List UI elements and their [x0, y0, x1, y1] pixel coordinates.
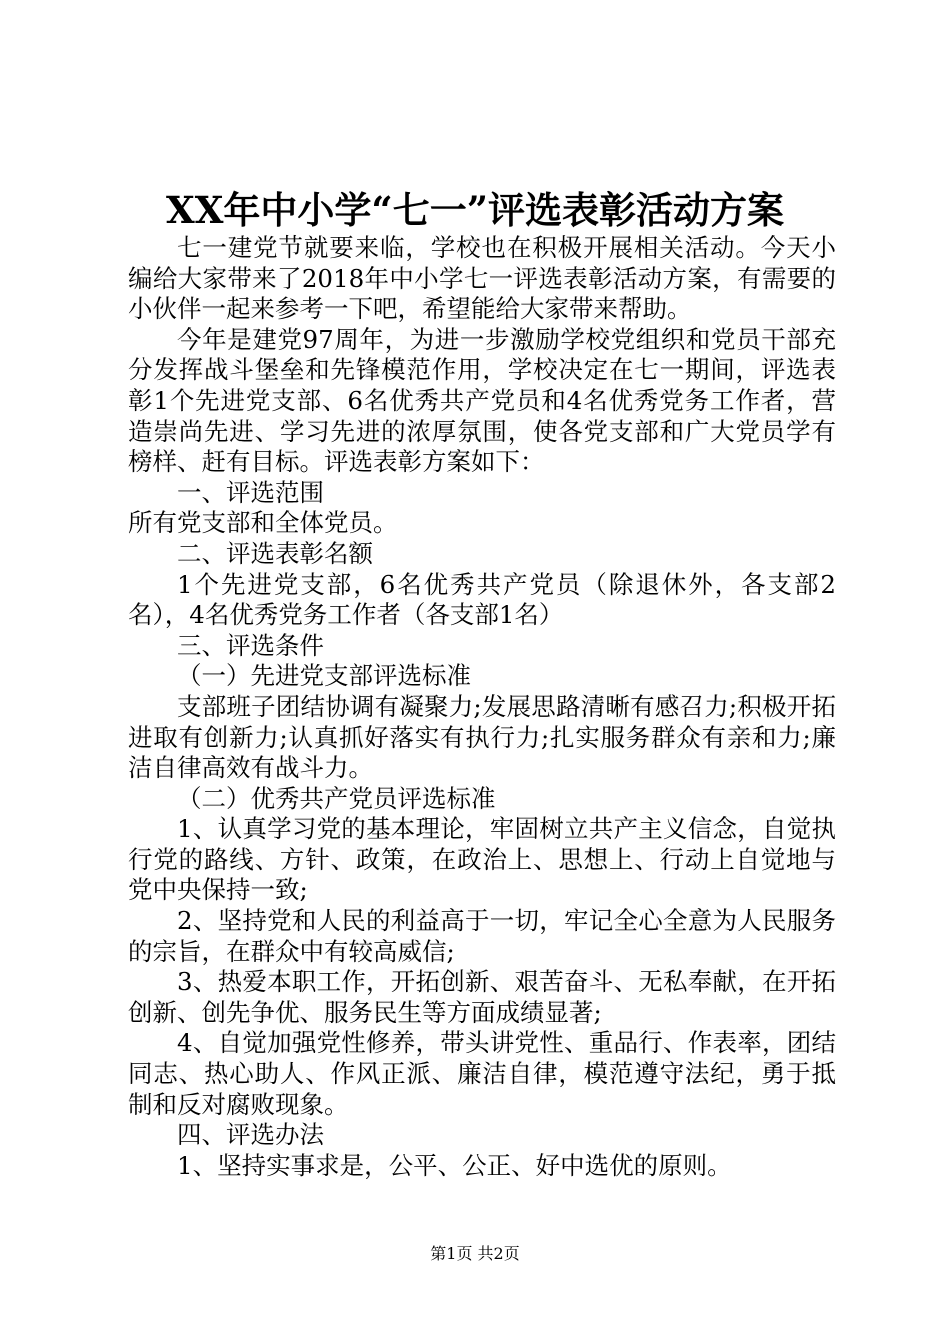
- section-heading-method: 四、评选办法: [177, 1120, 324, 1150]
- member-criteria-item-2: 2、坚持党和人民的利益高于一切，牢记全心全意为人民服务的宗旨，在群众中有较高威信;: [128, 906, 836, 966]
- document-title: XX年中小学“七一”评选表彰活动方案: [166, 188, 784, 232]
- member-criteria-item-3: 3、热爱本职工作，开拓创新、艰苦奋斗、无私奉献，在开拓创新、创先争优、服务民生等方面成绩显著;: [128, 967, 836, 1027]
- member-criteria-item-1: 1、认真学习党的基本理论，牢固树立共产主义信念，自觉执行党的路线、方针、政策，在政治上、思想上、行动上自觉地与党中央保持一致;: [128, 814, 836, 905]
- subsection-heading-branch: （一）先进党支部评选标准: [177, 661, 471, 691]
- page-footer: 第1页 共2页: [430, 1244, 520, 1263]
- quota-paragraph: 1个先进党支部，6名优秀共产党员（除退休外，各支部2名），4名优秀党务工作者（各支部1名）: [128, 569, 836, 630]
- document-body: [128, 233, 836, 1181]
- member-criteria-item-4: 4、自觉加强党性修养，带头讲党性、重品行、作表率，团结同志、热心助人、作风正派、廉洁自律，模范遵守法纪，勇于抵制和反对腐败现象。: [128, 1028, 836, 1119]
- section-heading-scope: 一、评选范围: [177, 477, 324, 507]
- method-item-1: 1、坚持实事求是，公平、公正、好中选优的原则。: [177, 1150, 732, 1180]
- section-heading-criteria: 三、评选条件: [177, 630, 324, 660]
- background-paragraph: 今年是建党97周年，为进一步激励学校党组织和党员干部充分发挥战斗堡垒和先锋模范作用，学校决定在七一期间，评选表彰1个先进党支部、6名优秀共产党员和4名优秀党务工作者，营造崇尚先进、学习先进的浓厚氛围，使各党支部和广大党员学有榜样、赶有目标。评选表彰方案如下：: [128, 324, 836, 477]
- branch-criteria-paragraph: 支部班子团结协调有凝聚力;发展思路清晰有感召力;积极开拓进取有创新力;认真抓好落实有执行力;扎实服务群众有亲和力;廉洁自律高效有战斗力。: [128, 691, 836, 783]
- scope-paragraph: 所有党支部和全体党员。: [128, 508, 398, 538]
- intro-paragraph: 七一建党节就要来临，学校也在积极开展相关活动。今天小编给大家带来了2018年中小学七一评选表彰活动方案，有需要的小伙伴一起来参考一下吧，希望能给大家带来帮助。: [128, 233, 836, 324]
- section-heading-quota: 二、评选表彰名额: [177, 538, 373, 568]
- subsection-heading-member: （二）优秀共产党员评选标准: [177, 783, 496, 813]
